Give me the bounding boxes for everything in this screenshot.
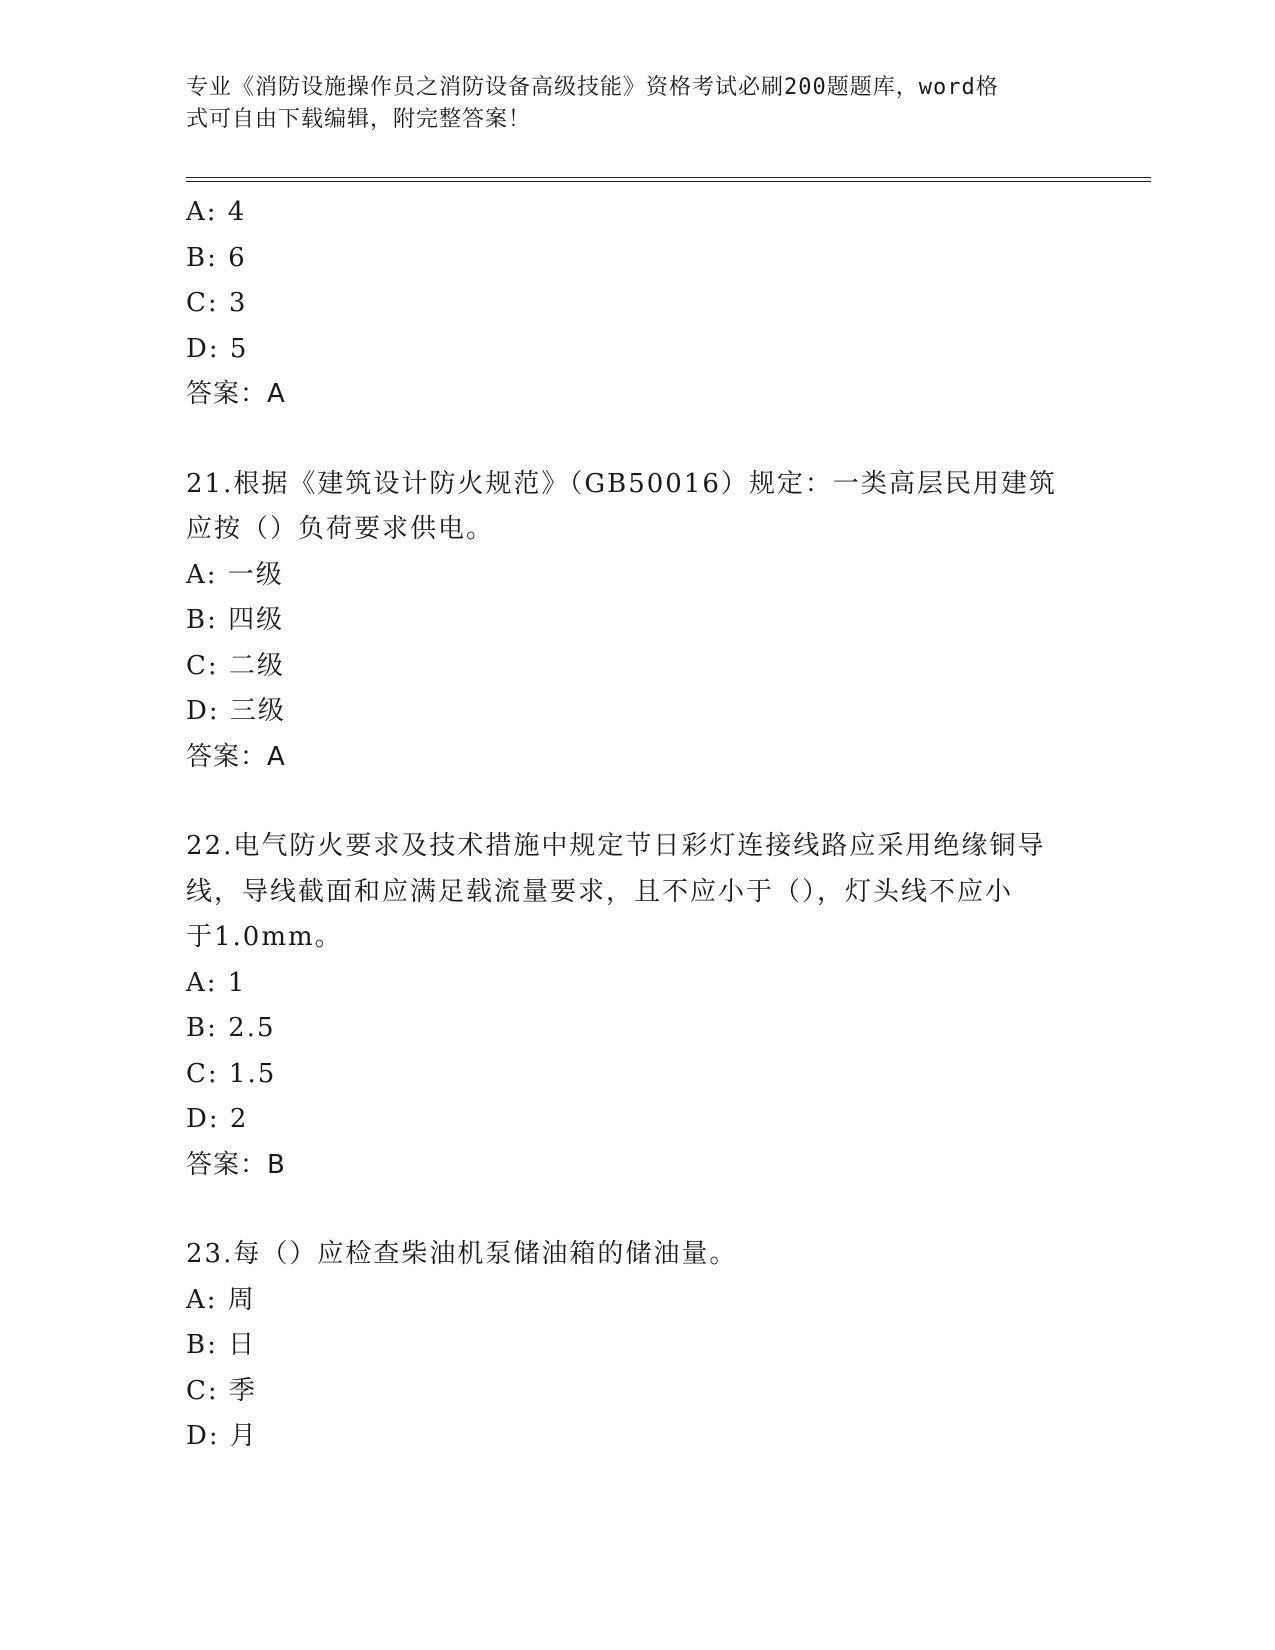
question-stem-line: 于1.0mm。 [186,922,343,952]
option-d: D: 2 [186,1104,249,1134]
question-stem-line: 23.每（）应检查柴油机泵储油箱的储油量。 [186,1239,738,1269]
option-a: A: 4 [186,197,247,227]
question-20 [186,190,1086,418]
option-c: C: 3 [186,288,248,318]
answer: 答案：A [186,379,286,409]
header-divider-top [186,177,1151,178]
option-a: A: 一级 [186,559,284,590]
question-21 [186,462,1086,781]
option-b: B: 2.5 [186,1013,276,1043]
answer: 答案：B [186,1149,286,1180]
option-a: A: 周 [186,1284,256,1315]
question-23 [186,1232,1086,1460]
question-list [186,190,1086,1460]
spacer [186,1188,1086,1232]
option-d: D: 月 [186,1421,258,1451]
question-stem-line: 应按（）负荷要求供电。 [186,514,495,544]
question-stem-line: 线，导线截面和应满足载流量要求，且不应小于（），灯头线不应小 [186,876,1014,907]
header-line-1: 专业《消防设施操作员之消防设备高级技能》资格考试必刷200题题库，word格 [186,75,999,100]
option-b: B: 6 [186,242,247,273]
option-d: D: 5 [186,333,249,364]
spacer [186,418,1086,462]
header-line-2: 式可自由下载编辑，附完整答案！ [186,107,532,132]
option-c: C: 二级 [186,650,285,681]
option-c: C: 季 [186,1375,257,1406]
answer: 答案：A [186,741,286,772]
option-d: D: 三级 [186,696,286,726]
spacer [186,780,1086,824]
option-a: A: 1 [186,967,247,998]
option-c: C: 1.5 [186,1058,277,1089]
question-stem-line: 22.电气防火要求及技术措施中规定节日彩灯连接线路应采用绝缘铜导 [186,831,1046,861]
option-b: B: 四级 [186,605,285,635]
option-b: B: 日 [186,1330,257,1360]
question-22 [186,824,1086,1188]
document-header [186,72,1066,136]
question-stem-line: 21.根据《建筑设计防火规范》（GB50016）规定：一类高层民用建筑 [186,468,1057,499]
header-divider-bottom [186,181,1151,182]
